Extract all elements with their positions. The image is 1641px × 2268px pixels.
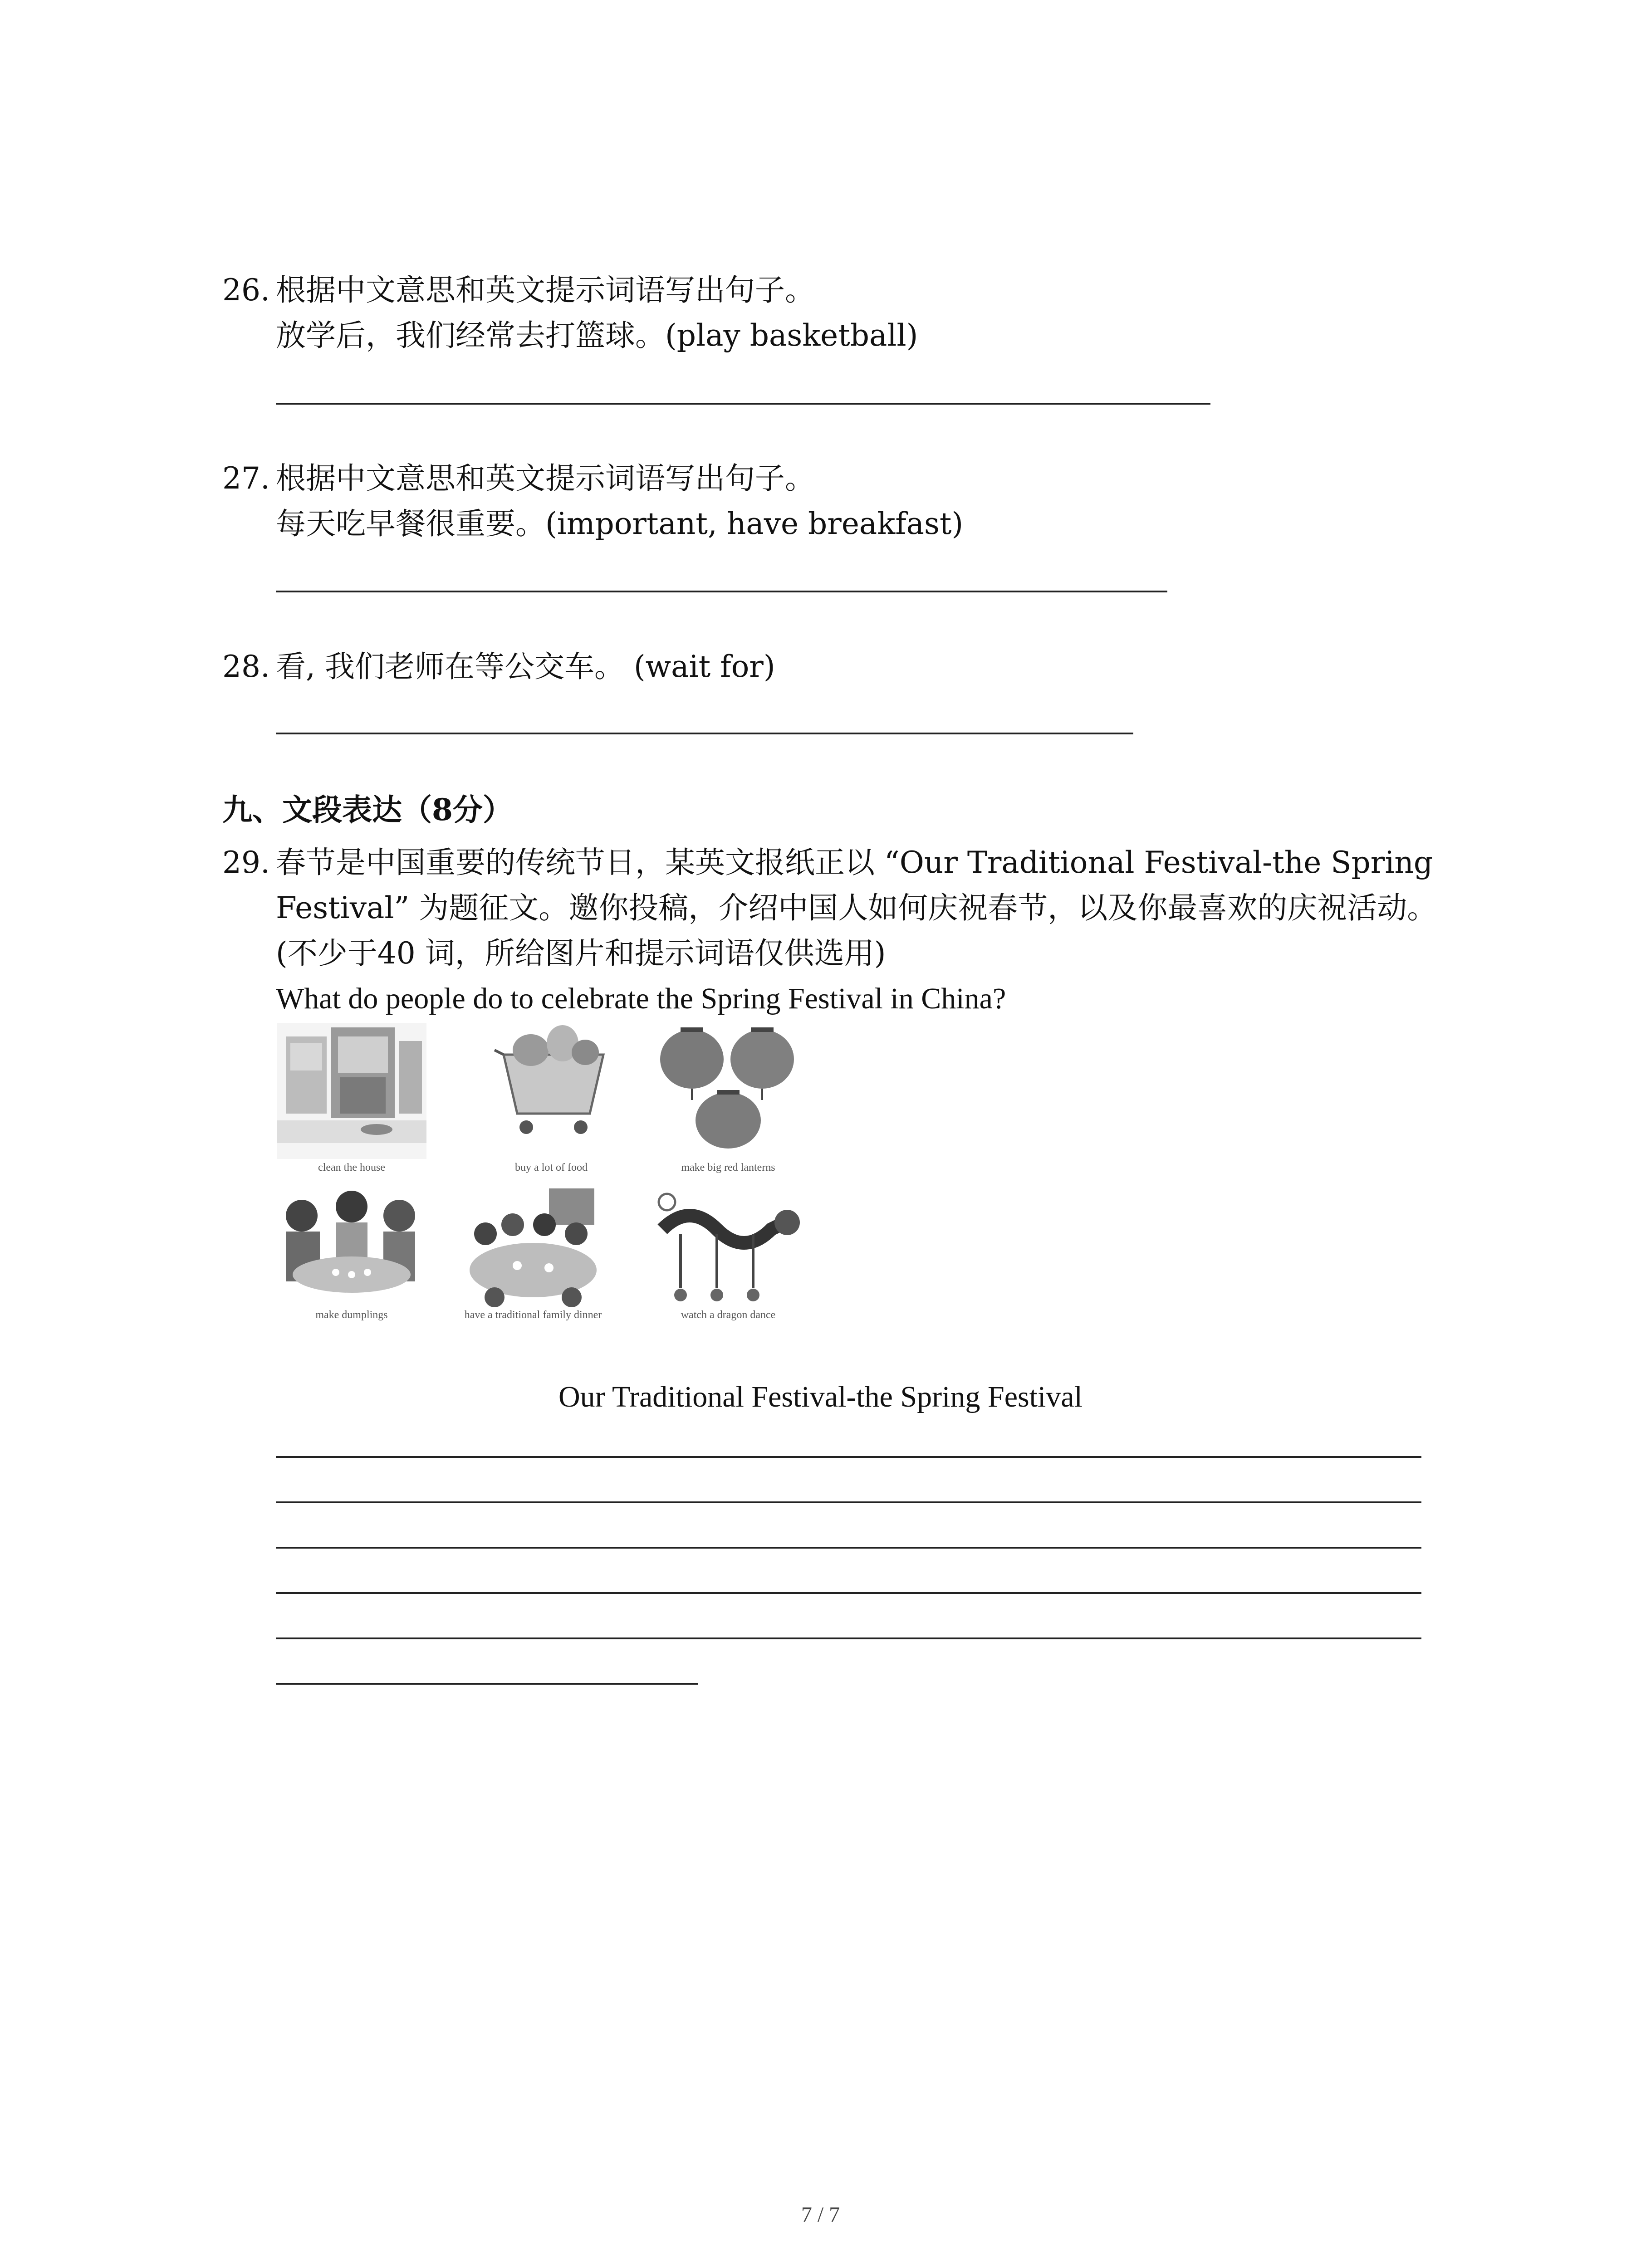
section-heading: 九、文段表达（8分） bbox=[222, 792, 513, 827]
essay-line-short[interactable] bbox=[276, 1683, 698, 1685]
q29-line1: 春节是中国重要的传统节日，某英文报纸正以 “Our Traditional Festival-the Spring bbox=[276, 845, 1433, 880]
caption-family-dinner: have a traditional family dinner bbox=[464, 1309, 602, 1321]
q28-answer-line[interactable] bbox=[276, 733, 1133, 734]
essay-title: Our Traditional Festival-the Spring Festival bbox=[558, 1380, 1083, 1413]
q29-question: What do people do to celebrate the Spring Festival in China? bbox=[276, 982, 1006, 1015]
caption-buy-food: buy a lot of food bbox=[515, 1162, 588, 1173]
q26-number: 26. bbox=[222, 273, 270, 308]
dumplings-picture bbox=[277, 1184, 426, 1320]
q26-answer-line[interactable] bbox=[276, 403, 1210, 405]
clean-house-picture bbox=[277, 1023, 426, 1159]
caption-red-lanterns: make big red lanterns bbox=[681, 1162, 775, 1173]
q26-instruction: 根据中文意思和英文提示词语写出句子。 bbox=[276, 273, 815, 308]
caption-make-dumplings: make dumplings bbox=[315, 1309, 388, 1321]
q29-line3: (不少于40 词，所给图片和提示词语仅供选用) bbox=[276, 936, 886, 971]
q28-prompt: 看, 我们老师在等公交车。 (wait for) bbox=[276, 649, 775, 684]
essay-line[interactable] bbox=[276, 1501, 1421, 1503]
essay-line[interactable] bbox=[276, 1456, 1421, 1458]
q27-instruction: 根据中文意思和英文提示词语写出句子。 bbox=[276, 461, 815, 496]
page-number: 7 / 7 bbox=[801, 2203, 840, 2227]
essay-line[interactable] bbox=[276, 1592, 1421, 1594]
q27-number: 27. bbox=[222, 461, 270, 496]
essay-line[interactable] bbox=[276, 1547, 1421, 1549]
q29-number: 29. bbox=[222, 845, 270, 880]
red-lanterns-picture bbox=[653, 1023, 803, 1159]
caption-clean-the-house: clean the house bbox=[318, 1162, 385, 1173]
dragon-dance-picture bbox=[653, 1184, 803, 1320]
family-dinner-picture bbox=[458, 1184, 608, 1320]
q28-number: 28. bbox=[222, 649, 270, 684]
caption-dragon-dance: watch a dragon dance bbox=[681, 1309, 776, 1321]
q27-prompt: 每天吃早餐很重要。(important, have breakfast) bbox=[276, 506, 964, 541]
buy-food-picture bbox=[476, 1023, 626, 1159]
q26-prompt: 放学后，我们经常去打篮球。(play basketball) bbox=[276, 318, 918, 353]
essay-line[interactable] bbox=[276, 1637, 1421, 1639]
q27-answer-line[interactable] bbox=[276, 591, 1167, 592]
q29-line2: Festival” 为题征文。邀你投稿，介绍中国人如何庆祝春节，以及你最喜欢的庆祝活动。 bbox=[276, 890, 1437, 925]
